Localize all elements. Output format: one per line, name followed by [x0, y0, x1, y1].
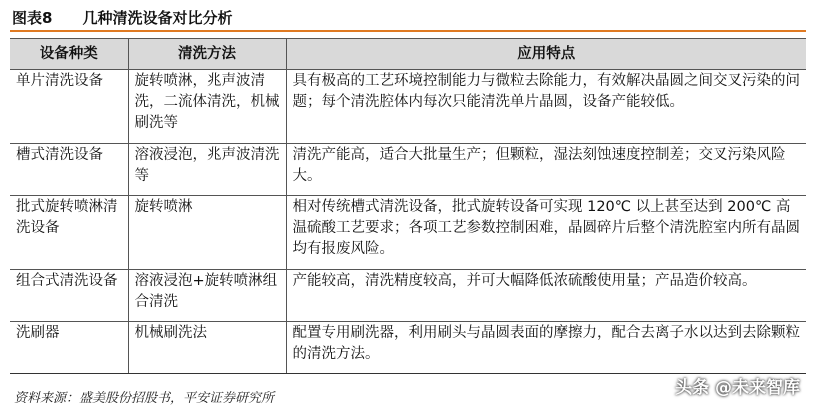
cell-features: 产能较高，清洗精度较高，并可大幅降低浓硫酸使用量；产品造价较高。: [286, 270, 806, 322]
figure-label: 图表8: [12, 8, 53, 27]
source-note: 资料来源：盛美股份招股书，平安证券研究所: [14, 391, 275, 406]
table-header-row: [10, 39, 806, 70]
table-row: [10, 322, 806, 374]
cell-method: 溶液浸泡+旋转喷淋组合清洗: [128, 270, 286, 322]
cell-method: 溶液浸泡，兆声波清洗等: [128, 144, 286, 196]
watermark: 头条 @未来智库: [675, 378, 800, 398]
cell-features: 配置专用刷洗器，利用刷头与晶圆表面的摩擦力，配合去离子水以达到去除颗粒的清洗方法。: [286, 322, 806, 374]
figure-title: 几种清洗设备对比分析: [82, 8, 233, 27]
cell-features: 具有极高的工艺环境控制能力与微粒去除能力，有效解决晶圆之间交叉污染的问题；每个清洗腔体内每次只能清洗单片晶圆，设备产能较低。: [286, 70, 806, 144]
cell-type: 单片清洗设备: [10, 70, 128, 144]
cell-features: 相对传统槽式清洗设备，批式旋转设备可实现 120℃ 以上甚至达到 200℃ 高温硫酸工艺要求；各项工艺参数控制困难，晶圆碎片后整个清洗腔室内所有晶圆均有报废风险。: [286, 196, 806, 270]
cell-method: 机械刷洗法: [128, 322, 286, 374]
figure-header: [10, 4, 806, 32]
cell-type: 槽式清洗设备: [10, 144, 128, 196]
comparison-table: [10, 38, 806, 374]
table-row: [10, 196, 806, 270]
table-row: [10, 144, 806, 196]
column-header-method: 清洗方法: [128, 39, 286, 70]
cell-type: 洗刷器: [10, 322, 128, 374]
table-row: [10, 70, 806, 144]
table-row: [10, 270, 806, 322]
cell-type: 批式旋转喷淋清洗设备: [10, 196, 128, 270]
cell-features: 清洗产能高，适合大批量生产；但颗粒，湿法刻蚀速度控制差；交叉污染风险大。: [286, 144, 806, 196]
column-header-type: 设备种类: [10, 39, 128, 70]
column-header-features: 应用特点: [286, 39, 806, 70]
cell-type: 组合式清洗设备: [10, 270, 128, 322]
cell-method: 旋转喷淋: [128, 196, 286, 270]
cell-method: 旋转喷淋，兆声波清洗，二流体清洗，机械刷洗等: [128, 70, 286, 144]
